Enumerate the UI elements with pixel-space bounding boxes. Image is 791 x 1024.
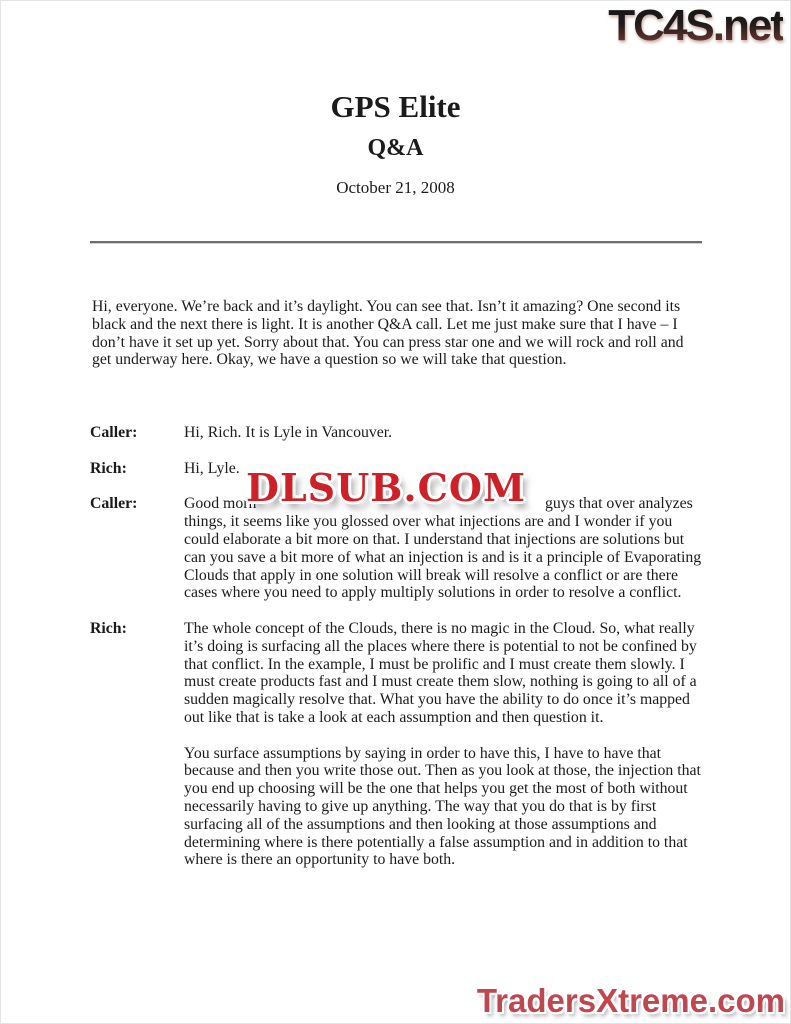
speech-text-continued: things, it seems like you glossed over what injections are and I wonder if you could elaborate a bit more on that. I understand that injections are solutions but can you save a bit more of what an injection is and is it a principle of Evaporating Clouds that apply in one solution will break will resolve a conflict or are there cases where you need to apply multiply solutions in order to resolve a conflict. [184, 513, 702, 602]
page-title: GPS Elite [330, 89, 461, 124]
speech-text: The whole concept of the Clouds, there is no magic in the Cloud. So, what really it’s doing is surfacing all the places where there is potential to not be confined by that conflict. In the example, I must be prolific and I must create them slowly. I must create products fast and I must create them slow, nothing is going to all of a sudden magically resolve that. What you have the ability to do once it’s mapped out like that is take a look at each assumption and then question it. [184, 619, 697, 726]
speaker-label: Rich: [90, 619, 127, 637]
speaker-label: Caller: [90, 495, 138, 513]
speaker-label: Caller: [90, 424, 138, 442]
speech-text: You surface assumptions by saying in order to have this, I have to have that because and then you write those out. Then as you look at those, the injection that you end up choosing will be the one that helps you get the most of both without necessarily having to give up anything. The way that you do that is by first surfacing all of the assumptions and then looking at those assumptions and determining where is there potentially a false assumption and in addition to that where is there an opportunity to have both. [184, 744, 701, 869]
speaker-label [90, 745, 184, 870]
line-suffix: guys that over analyzes [545, 495, 693, 513]
divider-line [90, 241, 702, 244]
dialogue-section [90, 424, 791, 869]
document-date: October 21, 2008 [336, 178, 455, 197]
page-subtitle: Q&A [367, 135, 424, 161]
dialogue-row [90, 620, 791, 727]
dialogue-row [90, 424, 791, 442]
tc4s-logo: TC4S.net [608, 1, 783, 50]
speaker-label: Rich: [90, 459, 127, 477]
tradersxtreme-logo: TradersXtreme.com [476, 982, 785, 1020]
speech-text: Hi, Rich. It is Lyle in Vancouver. [184, 424, 393, 442]
speech-text: Hi, Lyle. [184, 459, 240, 477]
line-prefix: Good morn [184, 495, 257, 513]
dialogue-row [90, 745, 791, 870]
intro-paragraph: Hi, everyone. We’re back and it’s daylight. You can see that. Isn’t it amazing? One second its black and the next there is light. It is another Q&A call. Let me just make sure that I have – I don’t have it set up yet. Sorry about that. You can press star one and we will rock and roll and get underway here. Okay, we have a question so we will take that question. [92, 298, 684, 369]
dlsub-watermark: DLSUB.COM [246, 465, 527, 511]
